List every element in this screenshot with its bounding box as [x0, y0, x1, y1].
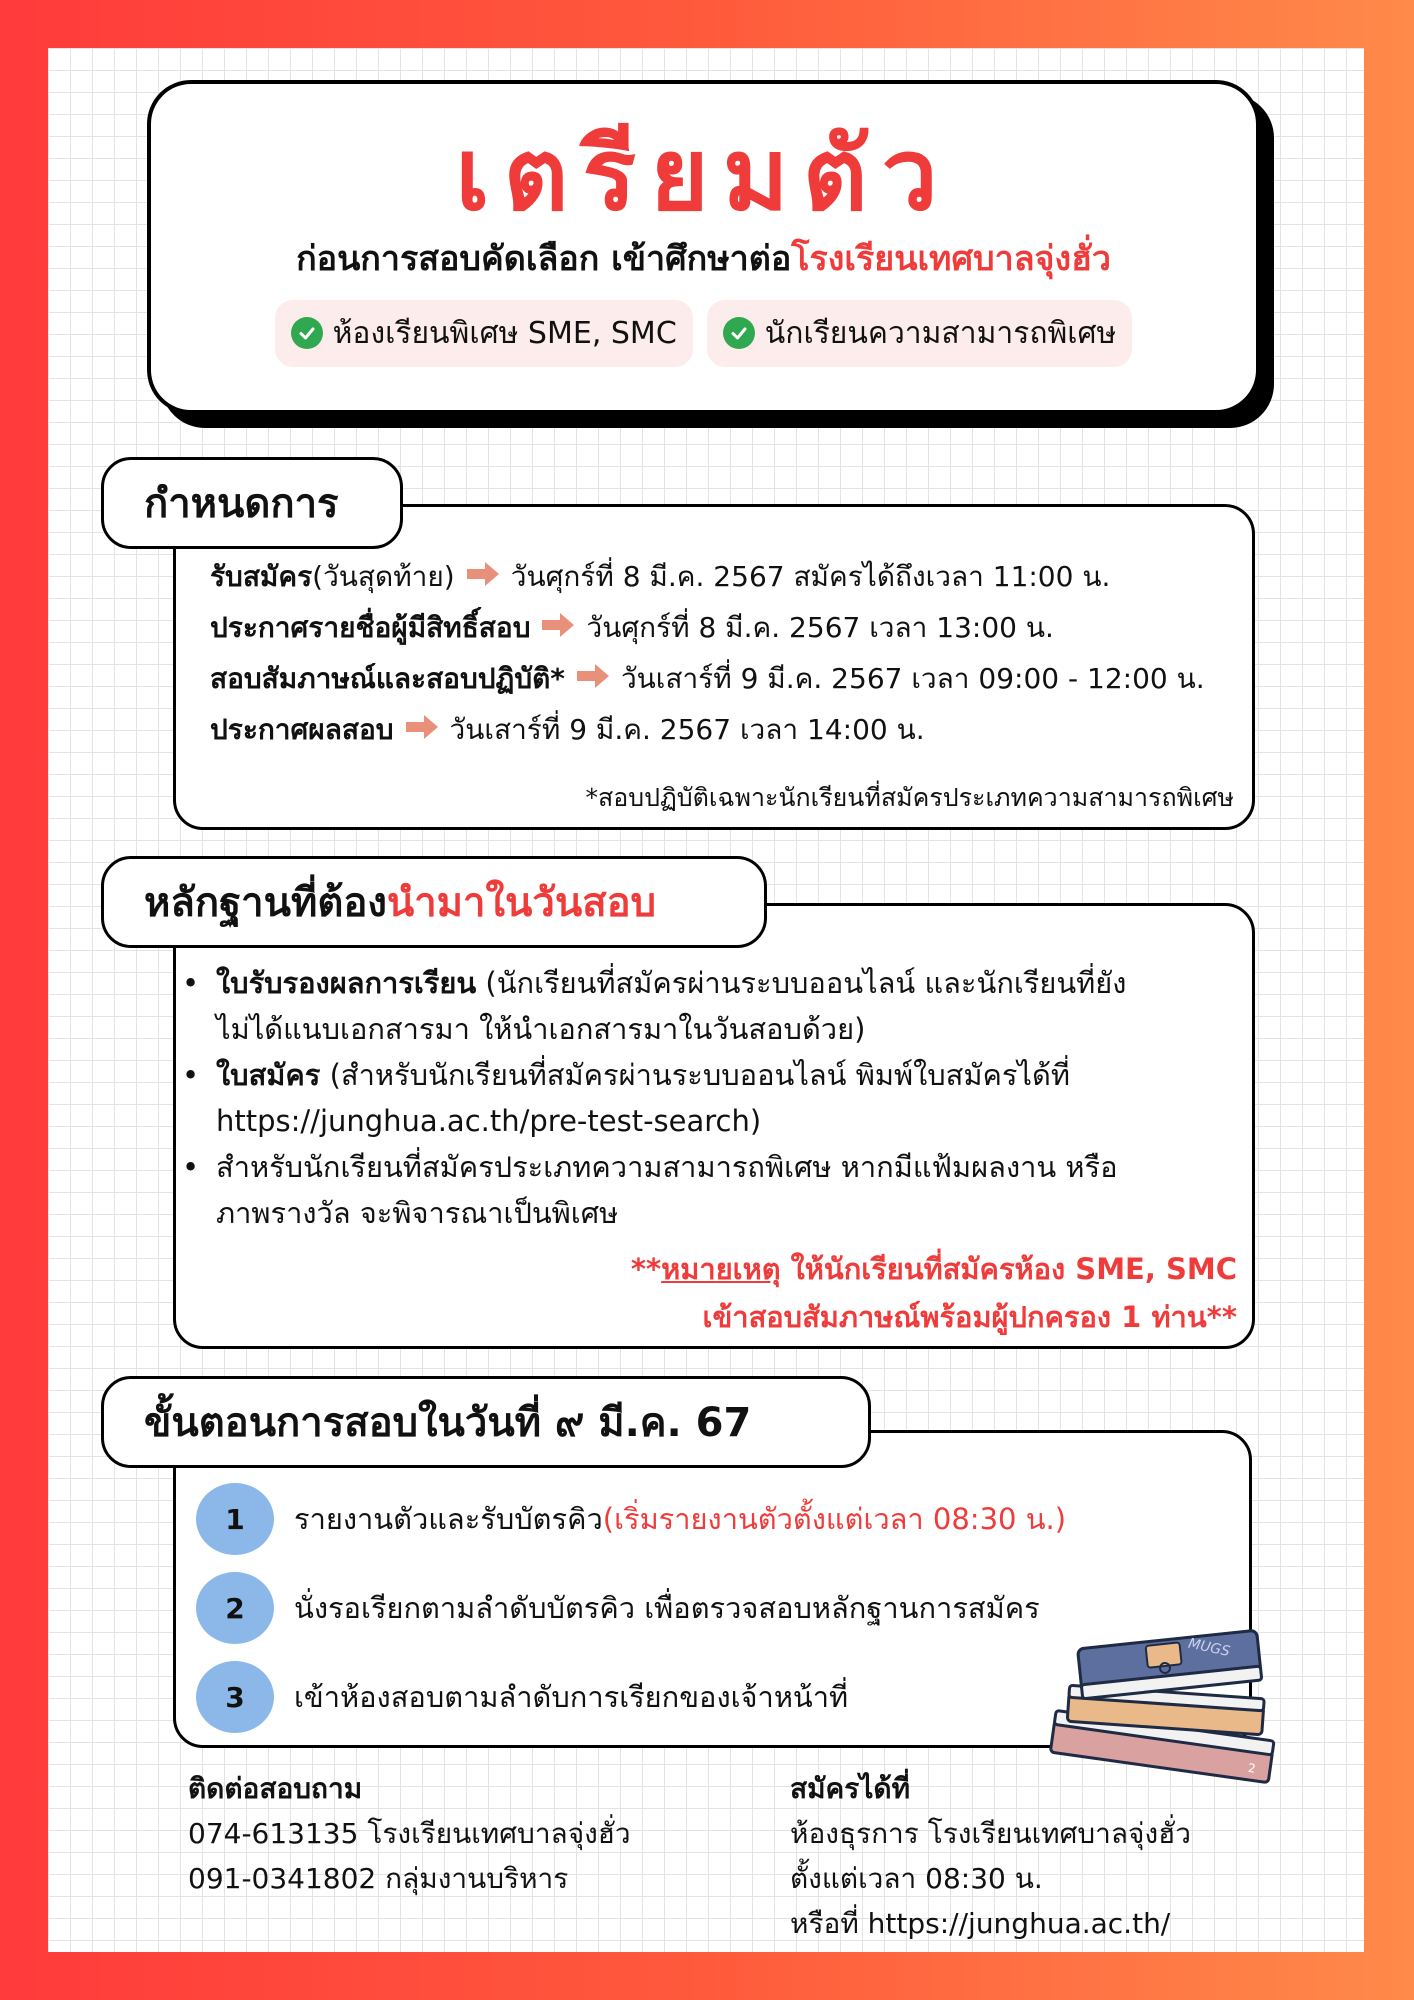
- apply-line: ห้องธุรการ โรงเรียนเทศบาลจุ่งฮั่ว: [790, 1817, 1191, 1850]
- item-line: ไม่ได้แนบเอกสารมา ให้นำเอกสารมาในวันสอบด้วย): [216, 1012, 866, 1046]
- category-chips: [151, 300, 1256, 367]
- evidence-heading: [101, 856, 767, 948]
- schedule-heading-text: กำหนดการ: [144, 481, 339, 527]
- subtitle-school: โรงเรียนเทศบาลจุ่งฮั่ว: [791, 239, 1111, 279]
- arrow-right-icon: [404, 712, 440, 749]
- schedule-value: วันเสาร์ที่ 9 มี.ค. 2567 เวลา 14:00 น.: [449, 713, 925, 746]
- list-item: [182, 960, 1242, 1052]
- item-line: สำหรับนักเรียนที่สมัครประเภทความสามารถพิเศษ หากมีแฟ้มผลงาน หรือ: [216, 1150, 1118, 1184]
- evidence-heading-black: หลักฐานที่ต้อง: [144, 880, 387, 926]
- schedule-value: วันศุกร์ที่ 8 มี.ค. 2567 เวลา 13:00 น.: [586, 611, 1054, 644]
- title-card: [147, 80, 1260, 414]
- item-line: ภาพรางวัล จะพิจารณาเป็นพิเศษ: [216, 1196, 619, 1230]
- step-number: 1: [196, 1483, 274, 1555]
- schedule-row: [210, 657, 1205, 701]
- warn-line: เข้าสอบสัมภาษณ์พร้อมผู้ปกครอง 1 ท่าน**: [702, 1300, 1237, 1334]
- arrow-right-icon: [575, 661, 611, 698]
- apply-heading: สมัครได้ที่: [790, 1772, 911, 1805]
- steps-heading: [101, 1376, 871, 1468]
- chip-sme-smc: [275, 300, 693, 367]
- apply-line: หรือที่ https://junghua.ac.th/: [790, 1907, 1171, 1940]
- bullet-icon: •: [182, 966, 200, 1000]
- check-circle-icon: [723, 317, 755, 349]
- check-circle-icon: [291, 317, 323, 349]
- step-item: [196, 1661, 848, 1733]
- warn-prefix: **: [630, 1252, 662, 1286]
- item-line: https://junghua.ac.th/pre-test-search): [216, 1104, 762, 1138]
- svg-text:2: 2: [1247, 1760, 1257, 1776]
- subtitle-prefix: ก่อนการสอบคัดเลือก เข้าศึกษาต่อ: [296, 239, 792, 279]
- schedule-heading: [101, 457, 403, 549]
- schedule-value: วันศุกร์ที่ 8 มี.ค. 2567 สมัครได้ถึงเวลา 11:00 น.: [510, 560, 1111, 593]
- warn-underlined: หมายเหตุ: [661, 1252, 781, 1286]
- item-line: (สำหรับนักเรียนที่สมัครผ่านระบบออนไลน์ พิมพ์ใบสมัครได้ที่: [320, 1058, 1070, 1092]
- contact-line: 091-0341802 กลุ่มงานบริหาร: [188, 1862, 569, 1895]
- main-title: เตรียมตัว: [455, 116, 952, 233]
- schedule-label: ประกาศรายชื่อผู้มีสิทธิ์สอบ: [210, 611, 531, 644]
- schedule-footnote: *สอบปฏิบัติเฉพาะนักเรียนที่สมัครประเภทความสามารถพิเศษ: [585, 783, 1234, 812]
- bullet-icon: •: [182, 1058, 200, 1092]
- item-bold: ใบสมัคร: [216, 1058, 321, 1092]
- step-text: นั่งรอเรียกตามลำดับบัตรคิว เพื่อตรวจสอบหลักฐานการสมัคร: [294, 1591, 1040, 1625]
- schedule-row: [210, 708, 925, 752]
- item-line: (นักเรียนที่สมัครผ่านระบบออนไลน์ และนักเรียนที่ยัง: [476, 966, 1127, 1000]
- warn-line: ให้นักเรียนที่สมัครห้อง SME, SMC: [780, 1252, 1237, 1286]
- subtitle: [151, 239, 1256, 280]
- apply-line: ตั้งแต่เวลา 08:30 น.: [790, 1862, 1043, 1895]
- step-note: (เริ่มรายงานตัวตั้งแต่เวลา 08:30 น.): [602, 1502, 1067, 1536]
- schedule-label: รับสมัคร: [210, 560, 313, 593]
- book-label: MUGS: [1186, 1635, 1232, 1660]
- steps-heading-text: ขั้นตอนการสอบในวันที่ ๙ มี.ค. 67: [144, 1400, 752, 1446]
- step-number: 2: [196, 1572, 274, 1644]
- step-number: 3: [196, 1661, 274, 1733]
- evidence-heading-red: นำมาในวันสอบ: [386, 880, 657, 926]
- chip-label: นักเรียนความสามารถพิเศษ: [764, 315, 1117, 351]
- list-item: [182, 1052, 1242, 1144]
- list-item: [182, 1144, 1242, 1236]
- schedule-value: วันเสาร์ที่ 9 มี.ค. 2567 เวลา 09:00 - 12:00 น.: [620, 662, 1205, 695]
- item-bold: ใบรับรองผลการเรียน: [216, 966, 477, 1000]
- arrow-right-icon: [540, 610, 576, 647]
- schedule-label: ประกาศผลสอบ: [210, 713, 394, 746]
- chip-label: ห้องเรียนพิเศษ SME, SMC: [332, 315, 677, 351]
- contact-heading: ติดต่อสอบถาม: [188, 1772, 363, 1805]
- step-item: [196, 1572, 1040, 1644]
- schedule-row: [210, 555, 1110, 599]
- chip-special-talent: [707, 300, 1133, 367]
- schedule-row: [210, 606, 1054, 650]
- schedule-label: สอบสัมภาษณ์และสอบปฏิบัติ*: [210, 662, 565, 695]
- contact-line: 074-613135 โรงเรียนเทศบาลจุ่งฮั่ว: [188, 1817, 631, 1850]
- step-text: เข้าห้องสอบตามลำดับการเรียกของเจ้าหน้าที่: [294, 1680, 849, 1714]
- evidence-list: [182, 960, 1242, 1236]
- contact-block: [188, 1766, 631, 1901]
- book-stack-icon: [1040, 1618, 1290, 1790]
- step-text: รายงานตัวและรับบัตรคิว: [294, 1502, 603, 1536]
- bullet-icon: •: [182, 1150, 200, 1184]
- apply-block: [790, 1766, 1191, 1946]
- arrow-right-icon: [465, 559, 501, 596]
- evidence-warning: [631, 1245, 1237, 1341]
- schedule-label-extra: (วันสุดท้าย): [312, 560, 455, 593]
- step-item: [196, 1483, 1066, 1555]
